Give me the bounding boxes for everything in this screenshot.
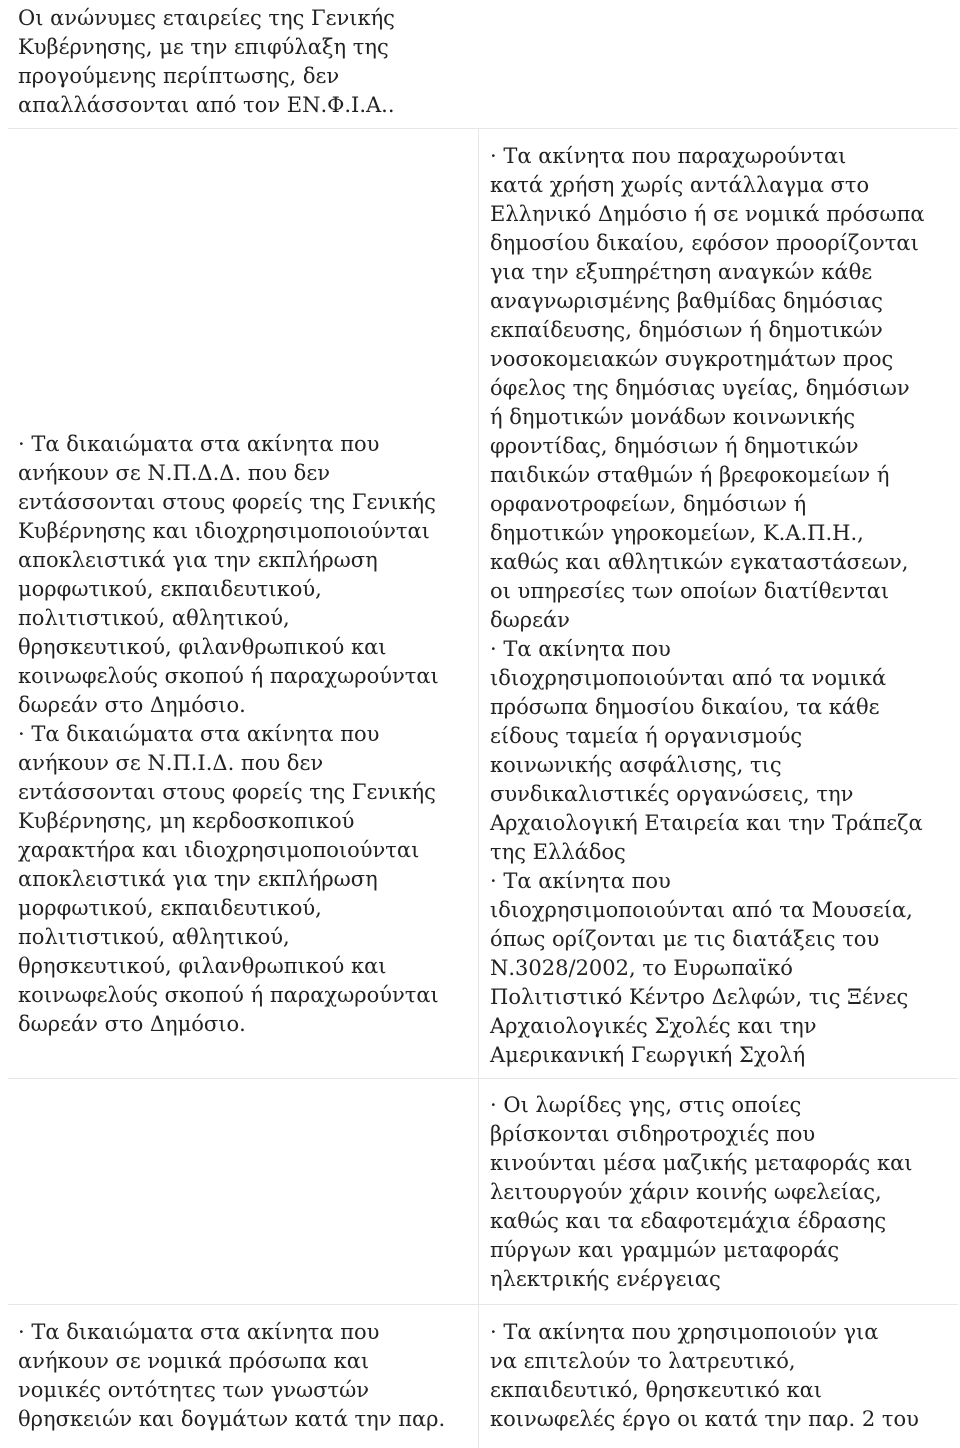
row-divider-1 bbox=[8, 1078, 958, 1079]
row-divider-2 bbox=[8, 1304, 958, 1305]
intro-paragraph: Οι ανώνυμες εταιρείες της Γενικής Κυβέρνησης, με την επιφύλαξη της προγούμενης περίπτωσης, δεν απαλλάσσονται από τον ΕΝ.Φ.Ι.Α.. bbox=[18, 6, 395, 117]
top-divider bbox=[8, 128, 958, 129]
row1-left-cell: · Τα δικαιώματα στα ακίνητα που ανήκουν σε Ν.Π.Δ.Δ. που δεν εντάσσονται στους φορείς της Γενικής Κυβέρνησης και ιδιοχρησιμοποιούνται αποκλειστικά για την εκπλήρωση μορφωτικού, εκπαιδευτικού, πολιτιστικού, αθλητικού, θρησκευτικού, φιλανθρωπικού και κοινωφελούς σκοπού ή παραχωρούνται δωρεάν στο Δημόσιο. · Τα δικαιώματα στα ακίνητα που ανήκουν σε Ν.Π.Ι.Δ. που δεν εντάσσονται στους φορείς της Γενικής Κυβέρνησης, μη κερδοσκοπικού χαρακτήρα και ιδιοχρησιμοποιούνται αποκλειστικά για την εκπλήρωση μορφωτικού, εκπαιδευτικού, πολιτιστικού, αθλητικού, θρησκευτικού, φιλανθρωπικού και κοινωφελούς σκοπού ή παραχωρούνται δωρεάν στο Δημόσιο. bbox=[18, 432, 439, 1036]
row3-left-cell: · Τα δικαιώματα στα ακίνητα που ανήκουν σε νομικά πρόσωπα και νομικές οντότητες των γνωστών θρησκειών και δογμάτων κατά την παρ. bbox=[18, 1320, 446, 1431]
row1-right-cell: · Τα ακίνητα που παραχωρούνται κατά χρήση χωρίς αντάλλαγμα στο Ελληνικό Δημόσιο ή σε νομικά πρόσωπα δημοσίου δικαίου, εφόσον προορίζονται για την εξυπηρέτηση αναγκών κάθε αναγνωρισμένης βαθμίδας δημόσιας εκπαίδευσης, δημόσιων ή δημοτικών νοσοκομειακών συγκροτημάτων προς όφελος της δημόσιας υγείας, δημόσιων ή δημοτικών μονάδων κοινωνικής φροντίδας, δημόσιων ή δημοτικών παιδικών σταθμών ή βρεφοκομείων ή ορφανοτροφείων, δημόσιων ή δημοτικών γηροκομείων, Κ.Α.Π.Η., καθώς και αθλητικών εγκαταστάσεων, οι υπηρεσίες των οποίων διατίθενται δωρεάν · Τα ακίνητα που ιδιοχρησιμοποιούνται από τα νομικά πρόσωπα δημοσίου δικαίου, τα κάθε είδους ταμεία ή οργανισμούς κοινωνικής ασφάλισης, τις συνδικαλιστικές οργανώσεις, την Αρχαιολογική Εταιρεία και την Τράπεζα της Ελλάδος · Τα ακίνητα που ιδιοχρησιμοποιούνται από τα Μουσεία, όπως ορίζονται με τις διατάξεις του Ν.3028/2002, το Ευρωπαϊκό Πολιτιστικό Κέντρο Δελφών, τις Ξένες Αρχαιολογικές Σχολές και την Αμερικανική Γεωργική Σχολή bbox=[490, 144, 925, 1067]
row3-right-cell: · Τα ακίνητα που χρησιμοποιούν για να επιτελούν το λατρευτικό, εκπαιδευτικό, θρησκευτικό και κοινωφελές έργο οι κατά την παρ. 2 του bbox=[490, 1320, 919, 1431]
row2-right-cell: · Οι λωρίδες γης, στις οποίες βρίσκονται σιδηροτροχιές που κινούνται μέσα μαζικής μεταφοράς και λειτουργούν χάριν κοινής ωφελείας, καθώς και τα εδαφοτεμάχια έδρασης πύργων και γραμμών μεταφοράς ηλεκτρικής ενέργειας bbox=[490, 1093, 913, 1291]
column-divider bbox=[478, 128, 479, 1448]
